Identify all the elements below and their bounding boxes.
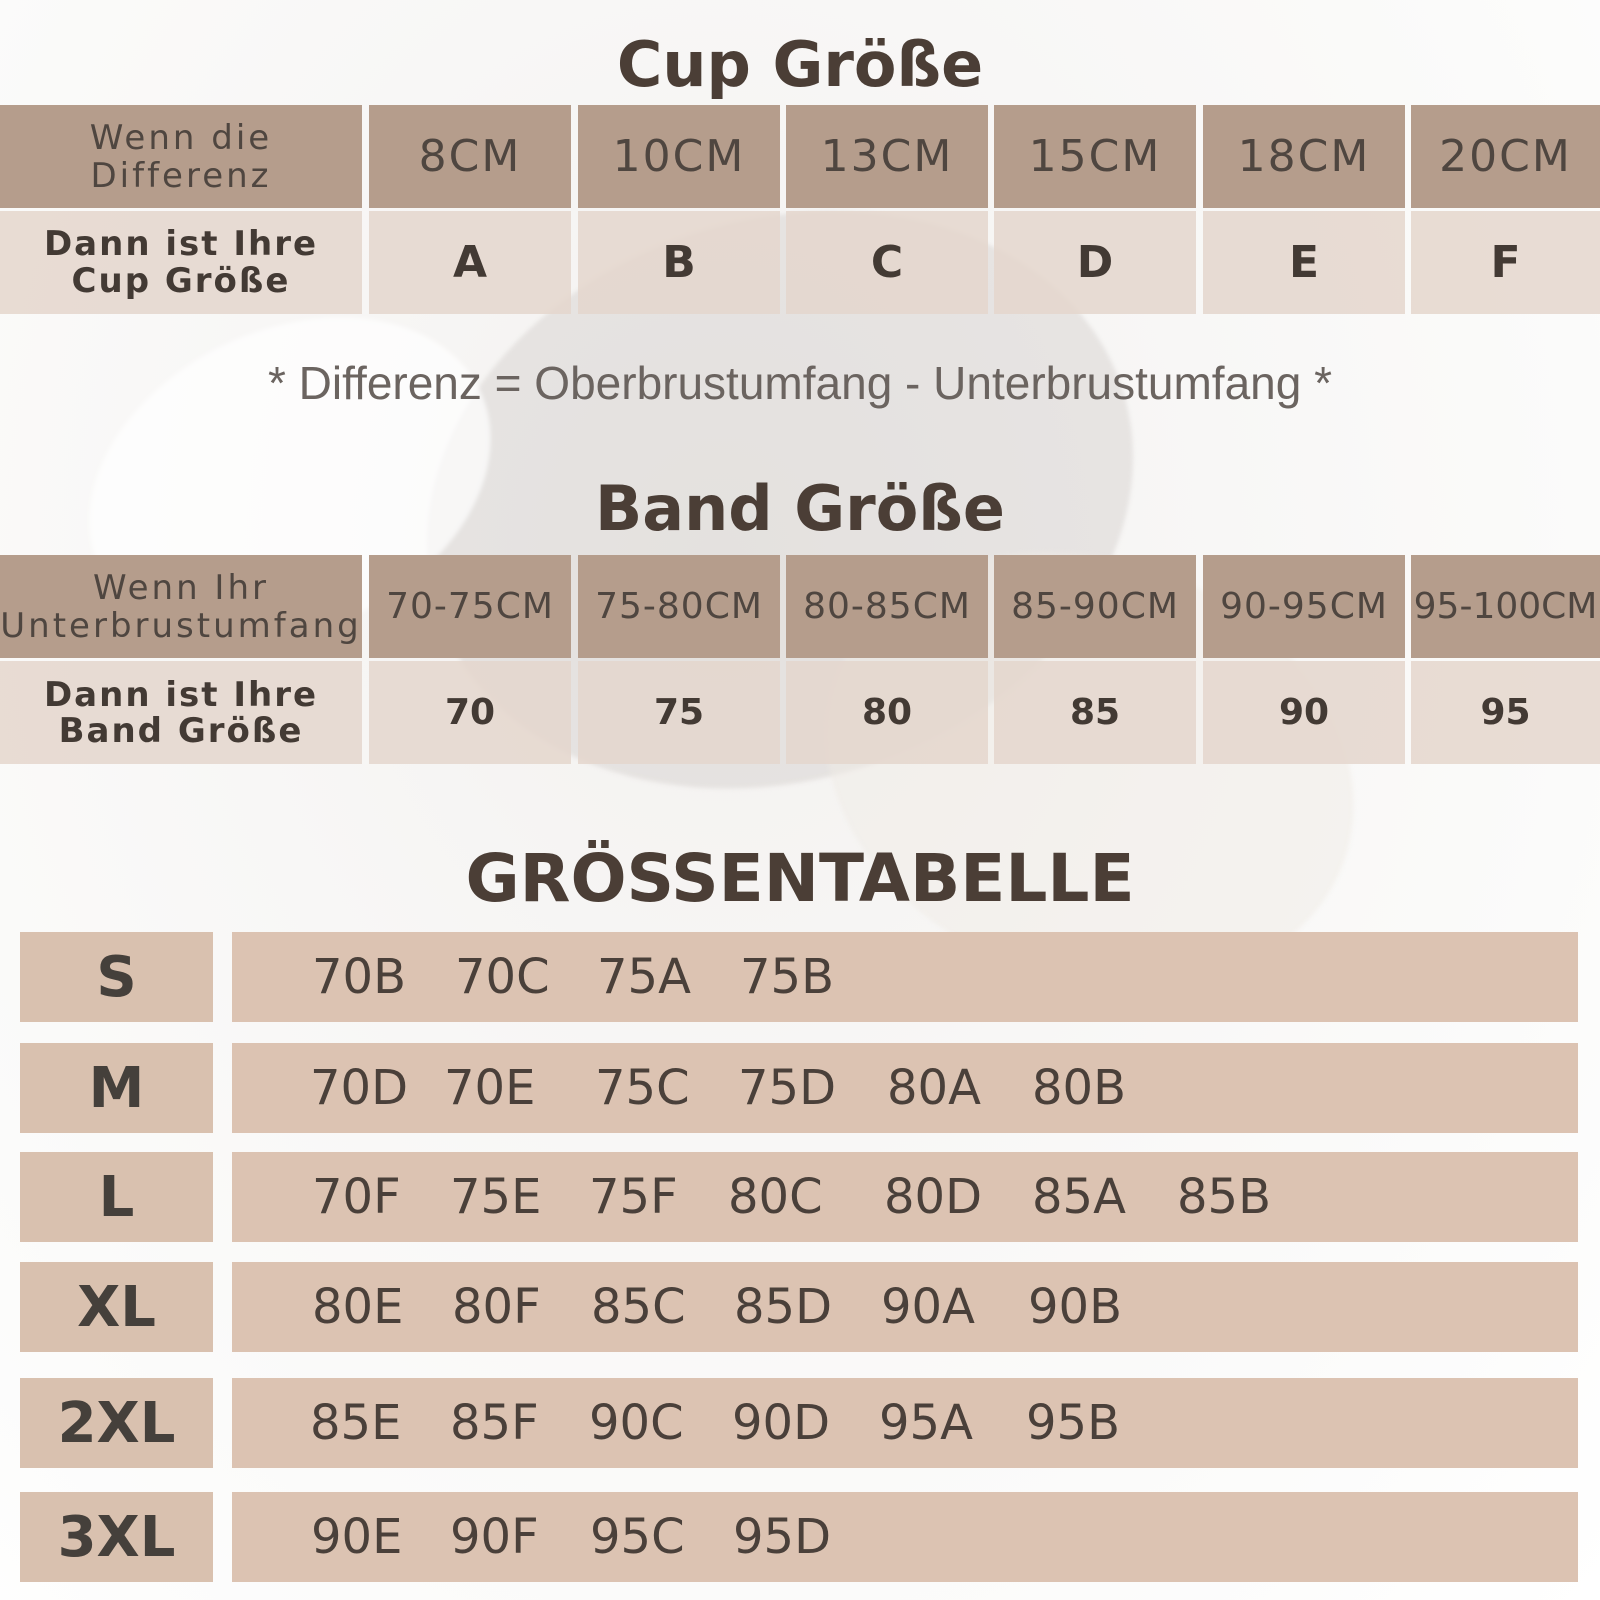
size-label-3xl: 3XL: [20, 1492, 213, 1582]
size-chart-title: GRÖSSENTABELLE: [465, 840, 1135, 917]
cup-size-cell: D: [994, 211, 1196, 314]
band-row2-label-line2: Band Größe: [58, 710, 304, 751]
size-value: 75E: [450, 1169, 542, 1225]
size-value: 70C: [455, 949, 550, 1005]
size-value: 95B: [1026, 1395, 1121, 1451]
band-size-cell: 75: [578, 661, 780, 764]
band-size-cell: 90: [1203, 661, 1405, 764]
size-values-row-m: [232, 1043, 1578, 1133]
band-range-cell: 95-100CM: [1411, 555, 1600, 658]
band-range-cell: 85-90CM: [994, 555, 1196, 658]
size-value: 70B: [312, 949, 407, 1005]
size-value: 85B: [1177, 1169, 1272, 1225]
size-value: 80D: [884, 1169, 983, 1225]
cup-row2-label-line1: Dann ist Ihre: [43, 223, 319, 264]
size-value: 85A: [1032, 1169, 1126, 1225]
size-value: 75C: [595, 1060, 690, 1116]
size-value: 90B: [1028, 1279, 1123, 1335]
cup-size-cell: E: [1203, 211, 1405, 314]
size-value: 75D: [738, 1060, 837, 1116]
size-label-l: L: [20, 1152, 213, 1242]
cup-difference-cell: 15CM: [994, 105, 1196, 208]
size-value: 85D: [734, 1279, 833, 1335]
size-label-2xl: 2XL: [20, 1378, 213, 1468]
size-value: 90F: [450, 1509, 539, 1565]
size-value: 85F: [450, 1395, 539, 1451]
size-value: 70D: [310, 1060, 409, 1116]
cup-row1-label-line2: Differenz: [90, 155, 272, 196]
band-range-cell: 90-95CM: [1203, 555, 1405, 658]
size-values-row-xl: [232, 1262, 1578, 1352]
cup-difference-cell: 18CM: [1203, 105, 1405, 208]
size-value: 75A: [597, 949, 691, 1005]
size-value: 75F: [589, 1169, 678, 1225]
band-row2-label-line1: Dann ist Ihre: [43, 674, 319, 715]
cup-size-cell: F: [1411, 211, 1600, 314]
difference-note: * Differenz = Oberbrustumfang - Unterbrustumfang *: [267, 357, 1333, 409]
cup-size-cell: B: [578, 211, 780, 314]
cup-size-cell: C: [786, 211, 988, 314]
size-value: 85E: [310, 1395, 402, 1451]
size-value: 95D: [733, 1509, 832, 1565]
band-row2-label: [0, 661, 362, 764]
size-value: 95C: [590, 1509, 685, 1565]
size-values-row-l: [232, 1152, 1578, 1242]
size-label-xl: XL: [20, 1262, 213, 1352]
size-value: 80F: [452, 1279, 541, 1335]
size-value: 80E: [312, 1279, 404, 1335]
cup-difference-cell: 13CM: [786, 105, 988, 208]
band-row1-label: [0, 555, 362, 658]
size-values-row-3xl: [232, 1492, 1578, 1582]
size-value: 90A: [881, 1279, 975, 1335]
band-size-cell: 85: [994, 661, 1196, 764]
size-value: 70F: [312, 1169, 401, 1225]
size-value: 70E: [444, 1060, 536, 1116]
band-row1-label-line2: Unterbrustumfang: [0, 605, 362, 646]
band-range-cell: 80-85CM: [786, 555, 988, 658]
size-value: 75B: [740, 949, 835, 1005]
size-value: 80C: [728, 1169, 823, 1225]
size-value: 90C: [589, 1395, 684, 1451]
cup-difference-cell: 8CM: [369, 105, 571, 208]
size-values-row-s: [232, 932, 1578, 1022]
size-value: 85C: [591, 1279, 686, 1335]
size-value: 95A: [879, 1395, 973, 1451]
band-range-cell: 75-80CM: [578, 555, 780, 658]
size-value: 90E: [311, 1509, 403, 1565]
size-value: 80B: [1032, 1060, 1127, 1116]
band-size-cell: 95: [1411, 661, 1600, 764]
size-value: 90D: [732, 1395, 831, 1451]
band-range-cell: 70-75CM: [369, 555, 571, 658]
band-title: Band Größe: [595, 472, 1005, 545]
cup-row2-label-line2: Cup Größe: [71, 260, 291, 301]
band-size-cell: 70: [369, 661, 571, 764]
cup-row1-label-line1: Wenn die: [89, 117, 273, 158]
cup-row2-label: [0, 211, 362, 314]
size-values-row-2xl: [232, 1378, 1578, 1468]
band-size-cell: 80: [786, 661, 988, 764]
band-row1-label-line1: Wenn Ihr: [92, 567, 269, 608]
cup-difference-cell: 10CM: [578, 105, 780, 208]
cup-difference-cell: 20CM: [1411, 105, 1600, 208]
size-value: 80A: [887, 1060, 981, 1116]
cup-size-cell: A: [369, 211, 571, 314]
size-label-s: S: [20, 932, 213, 1022]
cup-title: Cup Größe: [616, 28, 984, 101]
size-label-m: M: [20, 1043, 213, 1133]
cup-row1-label: [0, 105, 362, 208]
